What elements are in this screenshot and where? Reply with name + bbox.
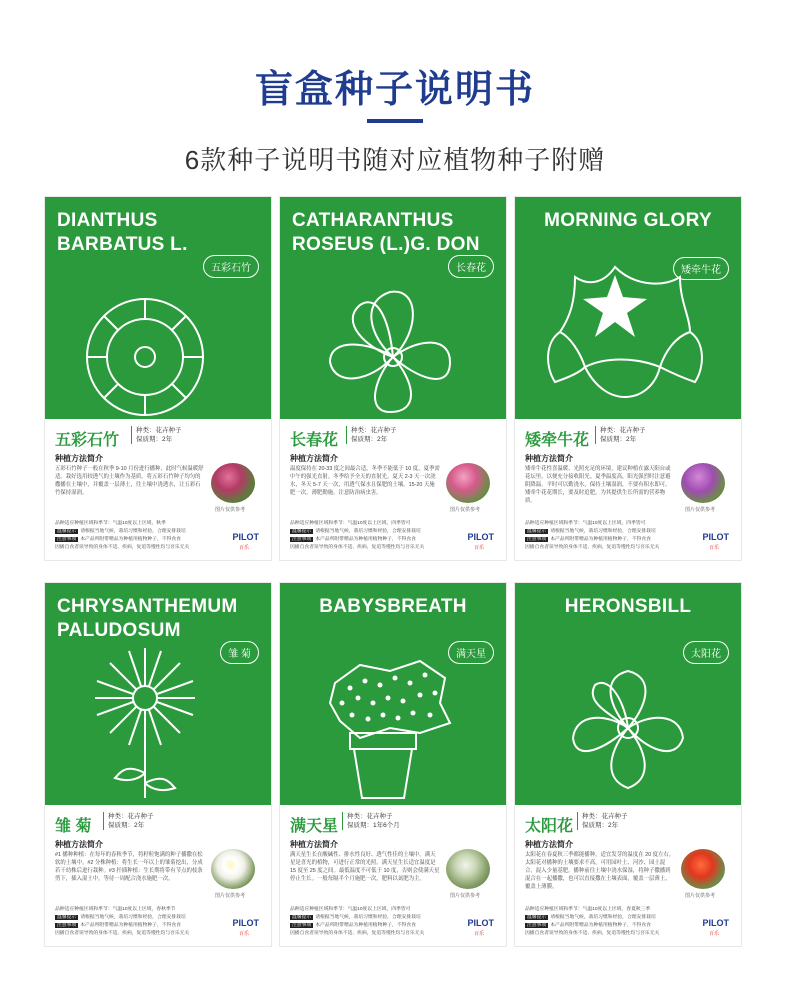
shelf-life: 保质期：2年: [351, 436, 388, 443]
method-title: 种植方法简介: [55, 454, 103, 463]
tip-label: 温馨提示: [57, 529, 77, 534]
brand-logo: PILOT: [467, 918, 494, 928]
dianthus-illustration-icon: [45, 247, 271, 419]
shelf-life: 保质期：2年: [600, 436, 637, 443]
planting-description: 矮牵牛花性喜温暖、光照充足的环境，建议种植在露天阳台或花坛里，以便充分接收阳光。夏季温度高，阳光强烈时注意避阴降温。平时可以勤浇水，保持土壤湿润，不要有积水即可。矮牵牛花花期长，要及时追肥，为其提供生长所需的营养物质。: [525, 466, 671, 504]
disclaimer: 因播自食者误导致的身体不适、疾病，复追等慢性均与吾乐无关: [290, 545, 425, 550]
latin-name: BABYSBREATH: [319, 596, 467, 617]
region-note: 品种适应种植区域和季节：气温10度以上区域，四季皆可: [525, 521, 646, 526]
brand-sub: 百乐: [473, 931, 484, 937]
planting-description: #1 播种种植：在每年的春秋季节，将籽粒饱满的种子播撒在松软的土壤中。#2 分株种植：将生长一年以上的雏菊挖出，分成若干幼株后进行栽种。#3 扦插种植：生长期将带有节点的枝条剪下，插入湿土中，等待一周配合浇水施肥一次。: [55, 852, 203, 882]
caution-note: [525, 536, 685, 544]
chinese-name: 长春花: [290, 432, 339, 449]
planting-description: 满天星生长在酸碱性、排水性良好、透气性佳的土壤中。满天星是喜光的植物，可进行正常的光照。满天星生长适宜温度是 15 度至 25 度之间。最低温度不可低于 10 度，否则会使满天星停止生长。一般每隔半个月施肥一次，肥料以氮肥为主。: [290, 852, 440, 882]
card-illustration-panel: [45, 583, 271, 805]
babysbreath-illustration-icon: [280, 633, 506, 805]
chinese-name: 矮牵牛花: [525, 432, 590, 449]
periwinkle-illustration-icon: [280, 247, 506, 419]
caution-label: 注意事项: [57, 537, 77, 542]
disclaimer: 因播自食者误导致的身体不适、疾病，复追等慢性均与吾乐无关: [525, 931, 660, 936]
planting-description: 太阳花在春夏秋三季都能播种，适宜发芽的温度在 20 度左右。太阳花对播种的土壤要求不高，可用园叶土、河沙、园土混合，混入少量基肥。播种前往土壤中浇水保湿，将种子撒播到混合在一起播撒，也可以直接撒在土壤表面，覆盖一层薄土，覆盖上薄膜。: [525, 852, 675, 890]
plant-tag: 太阳花: [683, 641, 729, 664]
card-illustration-panel: [280, 583, 506, 805]
region-note: 品种适应种植区域和季节：气温10度以上区域，春秋季节: [55, 907, 176, 912]
tip-text: 请根据当地气候，栽培习惯和经验，合理安排栽培: [550, 529, 656, 534]
tip-note: [525, 914, 685, 922]
brand-sub: 百乐: [708, 931, 719, 937]
plant-tag: 满天星: [448, 641, 494, 664]
brand-logo: PILOT: [232, 532, 259, 542]
tip-text: 请根据当地气候，栽培习惯和经验，合理安排栽培: [315, 529, 421, 534]
brand-sub: 百乐: [473, 545, 484, 551]
seed-card-morning-glory[interactable]: [515, 197, 741, 560]
tip-note: [525, 528, 685, 536]
daisy-illustration-icon: [45, 633, 271, 805]
caution-text: 本产品所附带赠品为种植用植物种子，不得食食: [80, 537, 181, 542]
morning-glory-illustration-icon: [515, 247, 741, 419]
card-illustration-panel: [45, 197, 271, 419]
tip-label: 温馨提示: [57, 915, 77, 920]
flower-photo: [211, 463, 255, 503]
brand-sub: 百乐: [238, 931, 249, 937]
tip-note: [55, 914, 215, 922]
brand-logo: PILOT: [702, 532, 729, 542]
brand-logo: PILOT: [467, 532, 494, 542]
page-subtitle: 6款种子说明书随对应植物种子附赠: [184, 145, 606, 175]
flower-photo: [211, 849, 255, 889]
card-footer-notes: [525, 906, 685, 938]
title-underline: [367, 119, 423, 123]
seed-type: 种类：花卉种子: [347, 813, 393, 820]
caution-text: 本产品所附带赠品为种植用植物种子，不得食食: [80, 923, 181, 928]
chinese-name: 太阳花: [525, 818, 574, 835]
caution-note: [55, 536, 215, 544]
seed-type: 种类：花卉种子: [108, 813, 154, 820]
tip-label: 温馨提示: [527, 529, 547, 534]
photo-note: 图片仅供参考: [685, 893, 716, 899]
caution-text: 本产品所附带赠品为种植用植物种子，不得食食: [550, 537, 651, 542]
region-note: 品种适应种植区域和季节：气温10度以上区域，秋季: [55, 521, 166, 526]
disclaimer: 因播自食者误导致的身体不适、疾病，复追等慢性均与吾乐无关: [525, 545, 660, 550]
card-footer-notes: [290, 520, 450, 552]
brand-logo: PILOT: [702, 918, 729, 928]
latin-name: CATHARANTHUS ROSEUS (L.)G. DON: [292, 210, 480, 255]
plant-tag: 矮牵牛花: [673, 257, 729, 280]
plant-tag: 五彩石竹: [203, 255, 259, 278]
tip-text: 请根据当地气候，栽培习惯和经验，合理安排栽培: [550, 915, 656, 920]
seed-card-babysbreath[interactable]: [280, 583, 506, 946]
brand-sub: 百乐: [238, 545, 249, 551]
method-title: 种植方法简介: [525, 840, 573, 849]
method-title: 种植方法简介: [55, 840, 103, 849]
chinese-name: 雏 菊: [55, 818, 92, 835]
photo-note: 图片仅供参考: [215, 893, 246, 899]
photo-note: 图片仅供参考: [685, 507, 716, 513]
shelf-life: 保质期：2年: [136, 436, 173, 443]
seed-card-dianthus[interactable]: [45, 197, 271, 560]
seed-card-catharanthus[interactable]: [280, 197, 506, 560]
flower-photo: [446, 463, 490, 503]
shelf-life: 保质期：2年: [108, 822, 145, 829]
flower-photo: [681, 463, 725, 503]
latin-name: HERONSBILL: [564, 596, 692, 617]
seed-meta: [131, 426, 182, 444]
latin-name: CHRYSANTHEMUM PALUDOSUM: [57, 596, 238, 641]
card-illustration-panel: [515, 583, 741, 805]
card-illustration-panel: [280, 197, 506, 419]
disclaimer: 因播自食者误导致的身体不适、疾病，复追等慢性均与吾乐无关: [55, 545, 190, 550]
planting-description: 温度保持在 20-33 度之间最合适，冬季不能低于 10 度，夏季需中午的强光直射。冬季给予全天的直射光。夏天 2-3 天一次浇水，冬天 5-7 天一次，用透气保水且保肥的土壤。15-20 天施肥一次，薄肥勤施。注意防治病虫害。: [290, 466, 440, 496]
card-illustration-panel: [515, 197, 741, 419]
region-note: 品种适应种植区域和季节：气温10度以上区域，四季皆可: [290, 907, 411, 912]
flower-photo: [681, 849, 725, 889]
caution-text: 本产品所附带赠品为种植用植物种子，不得食食: [550, 923, 651, 928]
brand-sub: 百乐: [708, 545, 719, 551]
latin-name: DIANTHUS BARBATUS L.: [57, 210, 188, 255]
seed-meta: [577, 812, 628, 830]
card-footer-notes: [55, 520, 215, 552]
seed-meta: [346, 426, 397, 444]
chinese-name: 满天星: [290, 818, 339, 835]
seed-type: 种类：花卉种子: [600, 427, 646, 434]
caution-note: [290, 922, 450, 930]
tip-text: 请根据当地气候，栽培习惯和经验，合理安排栽培: [80, 529, 186, 534]
plant-tag: 长春花: [448, 255, 494, 278]
tip-label: 温馨提示: [292, 915, 312, 920]
tip-text: 请根据当地气候，栽培习惯和经验，合理安排栽培: [315, 915, 421, 920]
tip-label: 温馨提示: [292, 529, 312, 534]
caution-note: [525, 922, 685, 930]
tip-note: [290, 914, 450, 922]
flower-photo: [446, 849, 490, 889]
method-title: 种植方法简介: [290, 454, 338, 463]
photo-note: 图片仅供参考: [450, 893, 481, 899]
tip-label: 温馨提示: [527, 915, 547, 920]
disclaimer: 因播自食者误导致的身体不适、疾病，复追等慢性均与吾乐无关: [290, 931, 425, 936]
region-note: 品种适应种植区域和季节：气温10度以上区域，四季皆可: [290, 521, 411, 526]
chinese-name: 五彩石竹: [55, 432, 120, 449]
caution-label: 注意事项: [57, 923, 77, 928]
seed-card-heronsbill[interactable]: [515, 583, 741, 946]
caution-label: 注意事项: [527, 923, 547, 928]
shelf-life: 保质期：1年6个月: [347, 822, 400, 829]
tip-note: [55, 528, 215, 536]
card-footer-notes: [525, 520, 685, 552]
seed-type: 种类：花卉种子: [136, 427, 182, 434]
seed-meta: [595, 426, 646, 444]
shelf-life: 保质期：2年: [582, 822, 619, 829]
planting-description: 五彩石竹种子一般在秋季 9-10 月份进行播种，此时气候温暖舒适。栽好选用较透气的土壤作为基质。将五彩石竹种子均匀的撒播在土壤中，并覆盖一层薄土，往土壤中浇透水，让五彩石竹保持湿润。: [55, 466, 204, 496]
caution-note: [55, 922, 215, 930]
caution-label: 注意事项: [292, 923, 312, 928]
method-title: 种植方法简介: [290, 840, 338, 849]
card-footer-notes: [290, 906, 450, 938]
tip-text: 请根据当地气候，栽培习惯和经验，合理安排栽培: [80, 915, 186, 920]
seed-type: 种类：花卉种子: [351, 427, 397, 434]
caution-label: 注意事项: [292, 537, 312, 542]
seed-meta: [103, 812, 154, 830]
method-title: 种植方法简介: [525, 454, 573, 463]
heronsbill-illustration-icon: [515, 633, 741, 805]
caution-note: [290, 536, 450, 544]
seed-meta: [342, 812, 400, 830]
card-footer-notes: [55, 906, 215, 938]
brand-logo: PILOT: [232, 918, 259, 928]
caution-text: 本产品所附带赠品为种植用植物种子，不得食食: [315, 923, 416, 928]
region-note: 品种适应种植区域和季节：气温10度以上区域，春夏秋三季: [525, 907, 651, 912]
photo-note: 图片仅供参考: [215, 507, 246, 513]
caution-label: 注意事项: [527, 537, 547, 542]
seed-type: 种类：花卉种子: [582, 813, 628, 820]
page-title: 盲盒种子说明书: [254, 69, 535, 111]
caution-text: 本产品所附带赠品为种植用植物种子，不得食食: [315, 537, 416, 542]
plant-tag: 雏 菊: [220, 641, 259, 664]
photo-note: 图片仅供参考: [450, 507, 481, 513]
seed-card-chrysanthemum[interactable]: [45, 583, 271, 946]
tip-note: [290, 528, 450, 536]
disclaimer: 因播自食者误导致的身体不适、疾病，复追等慢性均与吾乐无关: [55, 931, 190, 936]
latin-name: MORNING GLORY: [544, 210, 712, 231]
